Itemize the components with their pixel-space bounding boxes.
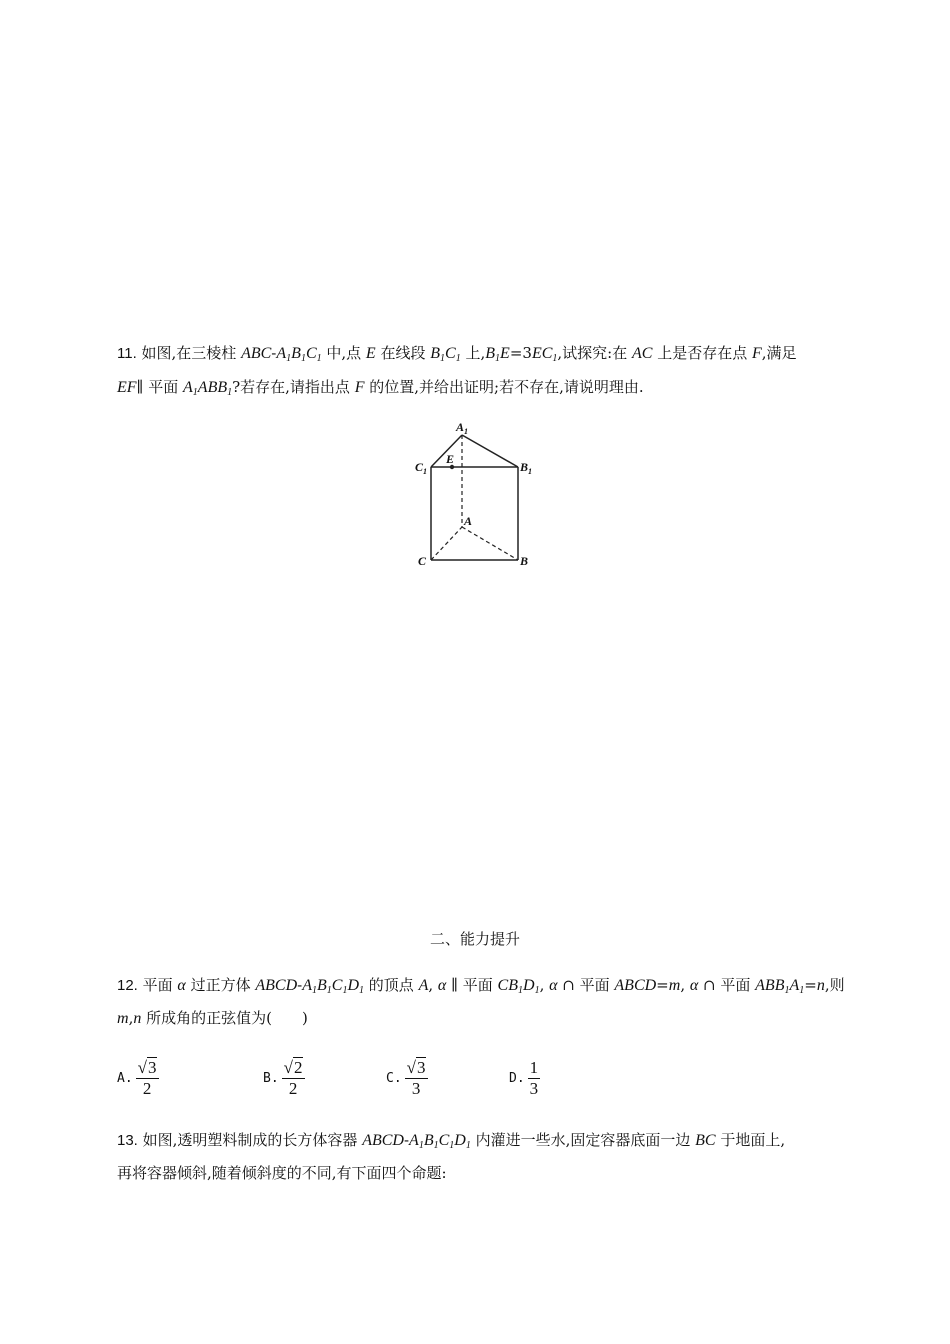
- option-a-fraction: $\frac{√3}{2}$: [137, 1057, 157, 1098]
- option-d[interactable]: [509, 1055, 540, 1101]
- text-run: 如图,透明塑料制成的长方体容器: [142, 1131, 363, 1149]
- subscript: 1: [518, 985, 523, 996]
- text-run: 内灌进一些水,固定容器底面一边: [470, 1131, 696, 1149]
- math-symbol: ABB: [197, 379, 228, 396]
- subscript: 1: [433, 1140, 439, 1151]
- q11-line-2: [117, 377, 644, 403]
- math-symbol: n: [816, 977, 825, 994]
- text-run: 上是否存在点: [652, 344, 752, 362]
- text-run: ,: [539, 976, 550, 994]
- math-symbol: D: [347, 977, 360, 994]
- text-run: -: [297, 976, 303, 994]
- math-symbol: F: [751, 345, 762, 362]
- option-c[interactable]: [386, 1055, 428, 1101]
- text-run: ∩ 平面: [557, 976, 615, 994]
- subscript: 1: [312, 985, 318, 996]
- q13-line-2: [117, 1163, 447, 1183]
- option-c-denominator: 3: [411, 1078, 421, 1098]
- math-symbol: m: [668, 977, 681, 994]
- option-d-denominator: 3: [529, 1078, 539, 1098]
- math-symbol: n: [133, 1010, 142, 1027]
- math-symbol: EC: [531, 345, 553, 362]
- q13-line-1: [117, 1130, 785, 1156]
- subscript: 1: [784, 985, 790, 996]
- text-run: =: [804, 976, 817, 994]
- math-symbol: C: [305, 345, 317, 362]
- text-run: 所成角的正弦值为( ): [141, 1009, 308, 1027]
- subscript: 1: [534, 985, 540, 996]
- text-run: 再将容器倾斜,随着倾斜度的不同,有下面四个命题:: [117, 1164, 447, 1182]
- math-symbol: A: [418, 977, 429, 994]
- math-symbol: ABC: [241, 345, 272, 362]
- text-run: =3: [509, 344, 532, 362]
- subscript: 1: [799, 985, 805, 996]
- math-symbol: CB: [497, 977, 518, 994]
- math-symbol: ABCD: [255, 977, 298, 994]
- math-symbol: B: [485, 345, 496, 362]
- math-symbol: A: [183, 379, 193, 396]
- text-run: 的顶点: [364, 976, 419, 994]
- label-a1: $A_1$: [456, 420, 469, 436]
- math-symbol: A: [789, 977, 800, 994]
- label-c: C: [418, 554, 427, 568]
- label-a: A: [464, 514, 473, 528]
- subscript: 1: [455, 353, 461, 364]
- math-symbol: A: [302, 977, 313, 994]
- q11-line-1: [117, 343, 797, 369]
- subscript: 1: [495, 353, 501, 364]
- subscript: 1: [326, 985, 332, 996]
- text-run: ∥ 平面: [136, 378, 184, 396]
- text-run: ,: [680, 976, 690, 994]
- label-b1: $B_1$: [520, 460, 533, 476]
- option-b[interactable]: [263, 1055, 305, 1101]
- math-symbol: C: [331, 977, 343, 994]
- text-run: 的位置,并给出证明;若不存在,请说明理由.: [364, 378, 644, 396]
- math-symbol: D: [454, 1132, 466, 1149]
- q12-text-1: [143, 976, 845, 994]
- math-symbol: E: [500, 345, 510, 362]
- label-c1: $C_1$: [415, 460, 428, 476]
- text-run: ,: [428, 976, 438, 994]
- math-symbol: F: [354, 379, 365, 396]
- math-symbol: A: [409, 1132, 419, 1149]
- math-symbol: ABCD: [614, 977, 657, 994]
- label-b: B: [520, 554, 529, 568]
- text-run: 平面: [142, 976, 178, 994]
- text-run: ,则: [824, 976, 845, 994]
- q11-text-1: [142, 344, 797, 362]
- math-symbol: α: [177, 977, 186, 994]
- option-c-numerator: 3: [417, 1057, 426, 1077]
- math-symbol: ABB: [755, 977, 785, 994]
- math-symbol: m: [117, 1010, 129, 1027]
- math-symbol: AC: [631, 345, 653, 362]
- math-symbol: α: [689, 977, 699, 994]
- edge-a1-b1: [462, 435, 518, 467]
- math-symbol: BC: [695, 1132, 716, 1149]
- subscript: 1: [440, 353, 446, 364]
- subscript: 1: [286, 353, 292, 364]
- q11-number: 11.: [117, 345, 137, 362]
- q12-text-2: [117, 1009, 308, 1027]
- text-run: ,: [128, 1009, 134, 1027]
- math-symbol: α: [549, 977, 558, 994]
- option-b-denominator: 2: [288, 1078, 298, 1098]
- section-title: 二、能力提升: [429, 930, 520, 948]
- option-a-numerator: 3: [148, 1057, 157, 1077]
- q11-text-2: [117, 378, 644, 396]
- math-symbol: A: [276, 345, 287, 362]
- math-symbol: B: [430, 345, 441, 362]
- math-symbol: ABCD: [362, 1132, 404, 1149]
- q13-text-1: [143, 1131, 786, 1149]
- text-run: 在线段: [375, 344, 431, 362]
- edge-a-b: [462, 527, 518, 560]
- subscript: 1: [192, 387, 198, 398]
- q12-line-2: [117, 1008, 308, 1029]
- q12-line-1: [117, 975, 845, 1001]
- q12-number: 12.: [117, 977, 138, 994]
- option-b-fraction: $\frac{√2}{2}$: [283, 1057, 303, 1098]
- math-symbol: D: [523, 977, 535, 994]
- option-b-numerator: 2: [294, 1057, 303, 1077]
- text-run: 中,点: [321, 344, 366, 362]
- text-run: =: [656, 976, 669, 994]
- option-c-label: C.: [386, 1070, 402, 1086]
- text-run: ∩ 平面: [698, 976, 756, 994]
- subscript: 1: [227, 387, 233, 398]
- text-run: 如图,在三棱柱: [141, 344, 242, 362]
- option-c-fraction: $\frac{√3}{3}$: [406, 1057, 426, 1098]
- math-symbol: α: [437, 977, 447, 994]
- prism-figure: [410, 415, 545, 575]
- text-run: -: [271, 344, 277, 362]
- q13-number: 13.: [117, 1132, 138, 1149]
- math-symbol: EF: [117, 379, 137, 396]
- option-d-numerator: 1: [529, 1057, 539, 1077]
- q13-text-2: [117, 1164, 447, 1182]
- subscript: 1: [300, 353, 306, 364]
- math-symbol: B: [291, 345, 301, 362]
- text-run: ∥ 平面: [446, 976, 498, 994]
- subscript: 1: [316, 353, 322, 364]
- math-symbol: C: [445, 345, 456, 362]
- edge-c-a: [431, 527, 462, 560]
- subscript: 1: [449, 1140, 455, 1151]
- text-run: ?若存在,请指出点: [232, 378, 355, 396]
- label-e: E: [446, 452, 455, 466]
- text-run: 过正方体: [185, 976, 256, 994]
- option-a-label: A.: [117, 1070, 133, 1086]
- text-run: 上,: [460, 344, 486, 362]
- math-symbol: E: [365, 345, 376, 362]
- text-run: 于地面上,: [715, 1131, 786, 1149]
- option-a-denominator: 2: [142, 1078, 152, 1098]
- subscript: 1: [552, 353, 558, 364]
- subscript: 1: [418, 1140, 424, 1151]
- subscript: 1: [359, 985, 365, 996]
- option-d-fraction: [528, 1058, 541, 1099]
- subscript: 1: [342, 985, 348, 996]
- text-run: -: [403, 1131, 410, 1149]
- math-symbol: C: [438, 1132, 450, 1149]
- option-d-label: D.: [509, 1070, 525, 1086]
- math-symbol: B: [317, 977, 327, 994]
- math-symbol: B: [423, 1132, 434, 1149]
- option-a[interactable]: [117, 1055, 159, 1101]
- option-b-label: B.: [263, 1070, 279, 1086]
- subscript: 1: [465, 1140, 471, 1151]
- text-run: ,试探究:在: [557, 344, 632, 362]
- text-run: ,满足: [761, 344, 797, 362]
